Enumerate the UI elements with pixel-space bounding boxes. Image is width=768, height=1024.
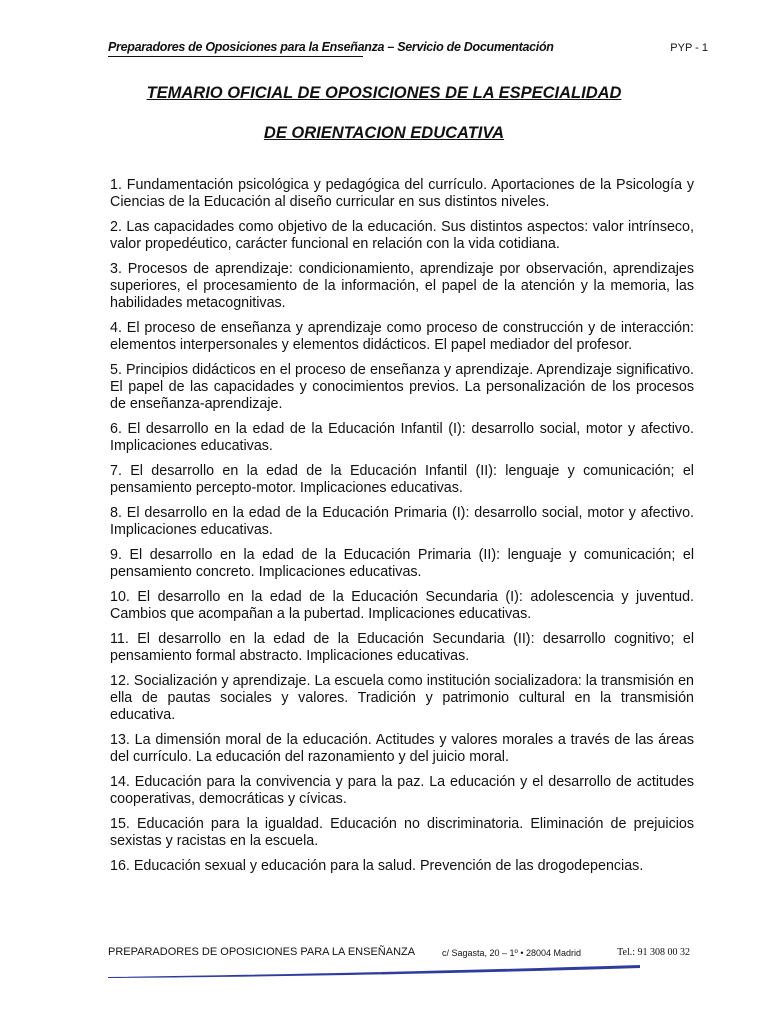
topic-item: 15. Educación para la igualdad. Educación no discriminatoria. Eliminación de prejuicios sexistas y racistas en la escuela. — [110, 816, 694, 849]
topic-item: 6. El desarrollo en la edad de la Educación Infantil (I): desarrollo social, motor y afectivo. Implicaciones educativas. — [110, 421, 694, 454]
topic-item: 16. Educación sexual y educación para la salud. Prevención de las drogodepencias. — [110, 858, 644, 874]
topic-item: 5. Principios didácticos en el proceso de enseñanza y aprendizaje. Aprendizaje significativo. El papel de las capacidades y conocimientos previos. La personalización de los procesos de enseñanza-aprendizaje. — [110, 362, 694, 412]
header-title: Preparadores de Oposiciones para la Enseñanza – Servicio de Documentación — [108, 40, 554, 54]
topic-item: 9. El desarrollo en la edad de la Educación Primaria (II): lenguaje y comunicación; el pensamiento concreto. Implicaciones educativas. — [110, 547, 694, 580]
topic-item: 2. Las capacidades como objetivo de la educación. Sus distintos aspectos: valor intrínseco, valor propedéutico, carácter funcional en relación con la vida cotidiana. — [110, 219, 694, 252]
topic-item: 3. Procesos de aprendizaje: condicionamiento, aprendizaje por observación, aprendizajes superiores, el procesamiento de la información, el papel de la atención y la memoria, las habilidades metacognitivas. — [110, 261, 694, 311]
footer-swoosh-rule — [108, 965, 640, 979]
topic-item: 10. El desarrollo en la edad de la Educación Secundaria (I): adolescencia y juventud. Cambios que acompañan a la pubertad. Implicaciones educativas. — [110, 589, 694, 622]
header-rule — [108, 56, 363, 57]
document-title-line1: TEMARIO OFICIAL DE OPOSICIONES DE LA ESPECIALIDAD — [146, 84, 622, 102]
topic-item: 1. Fundamentación psicológica y pedagógica del currículo. Aportaciones de la Psicología y Ciencias de la Educación al diseño curricular en sus distintos niveles. — [110, 177, 694, 210]
page-number: PYP - 1 — [670, 42, 708, 54]
topic-item: 8. El desarrollo en la edad de la Educación Primaria (I): desarrollo social, motor y afectivo. Implicaciones educativas. — [110, 505, 694, 538]
topic-item: 12. Socialización y aprendizaje. La escuela como institución socializadora: la transmisión en ella de pautas sociales y valores. Tradición y patrimonio cultural en la transmisión educativa. — [110, 673, 694, 723]
topic-item: 11. El desarrollo en la edad de la Educación Secundaria (II): desarrollo cognitivo; el pensamiento formal abstracto. Implicaciones educativas. — [110, 631, 694, 664]
topic-item: 14. Educación para la convivencia y para la paz. La educación y el desarrollo de actitudes cooperativas, democráticas y cívicas. — [110, 774, 694, 807]
footer-phone: Tel.: 91 308 00 32 — [617, 947, 690, 958]
footer-organization: PREPARADORES DE OPOSICIONES PARA LA ENSEÑANZA — [108, 946, 416, 958]
document-title-line2: DE ORIENTACION EDUCATIVA — [263, 124, 505, 142]
topic-item: 13. La dimensión moral de la educación. Actitudes y valores morales a través de las áreas del currículo. La educación del razonamiento y del juicio moral. — [110, 732, 694, 765]
page-footer — [108, 946, 690, 962]
topic-list — [110, 177, 694, 883]
topic-item: 7. El desarrollo en la edad de la Educación Infantil (II): lenguaje y comunicación; el pensamiento percepto-motor. Implicaciones educativas. — [110, 463, 694, 496]
footer-address: c/ Sagasta, 20 – 1º • 28004 Madrid — [442, 948, 582, 958]
topic-item: 4. El proceso de enseñanza y aprendizaje como proceso de construcción y de interacción: elementos interpersonales y elementos didácticos. El papel mediador del profesor. — [110, 320, 694, 353]
page-header — [108, 40, 708, 58]
